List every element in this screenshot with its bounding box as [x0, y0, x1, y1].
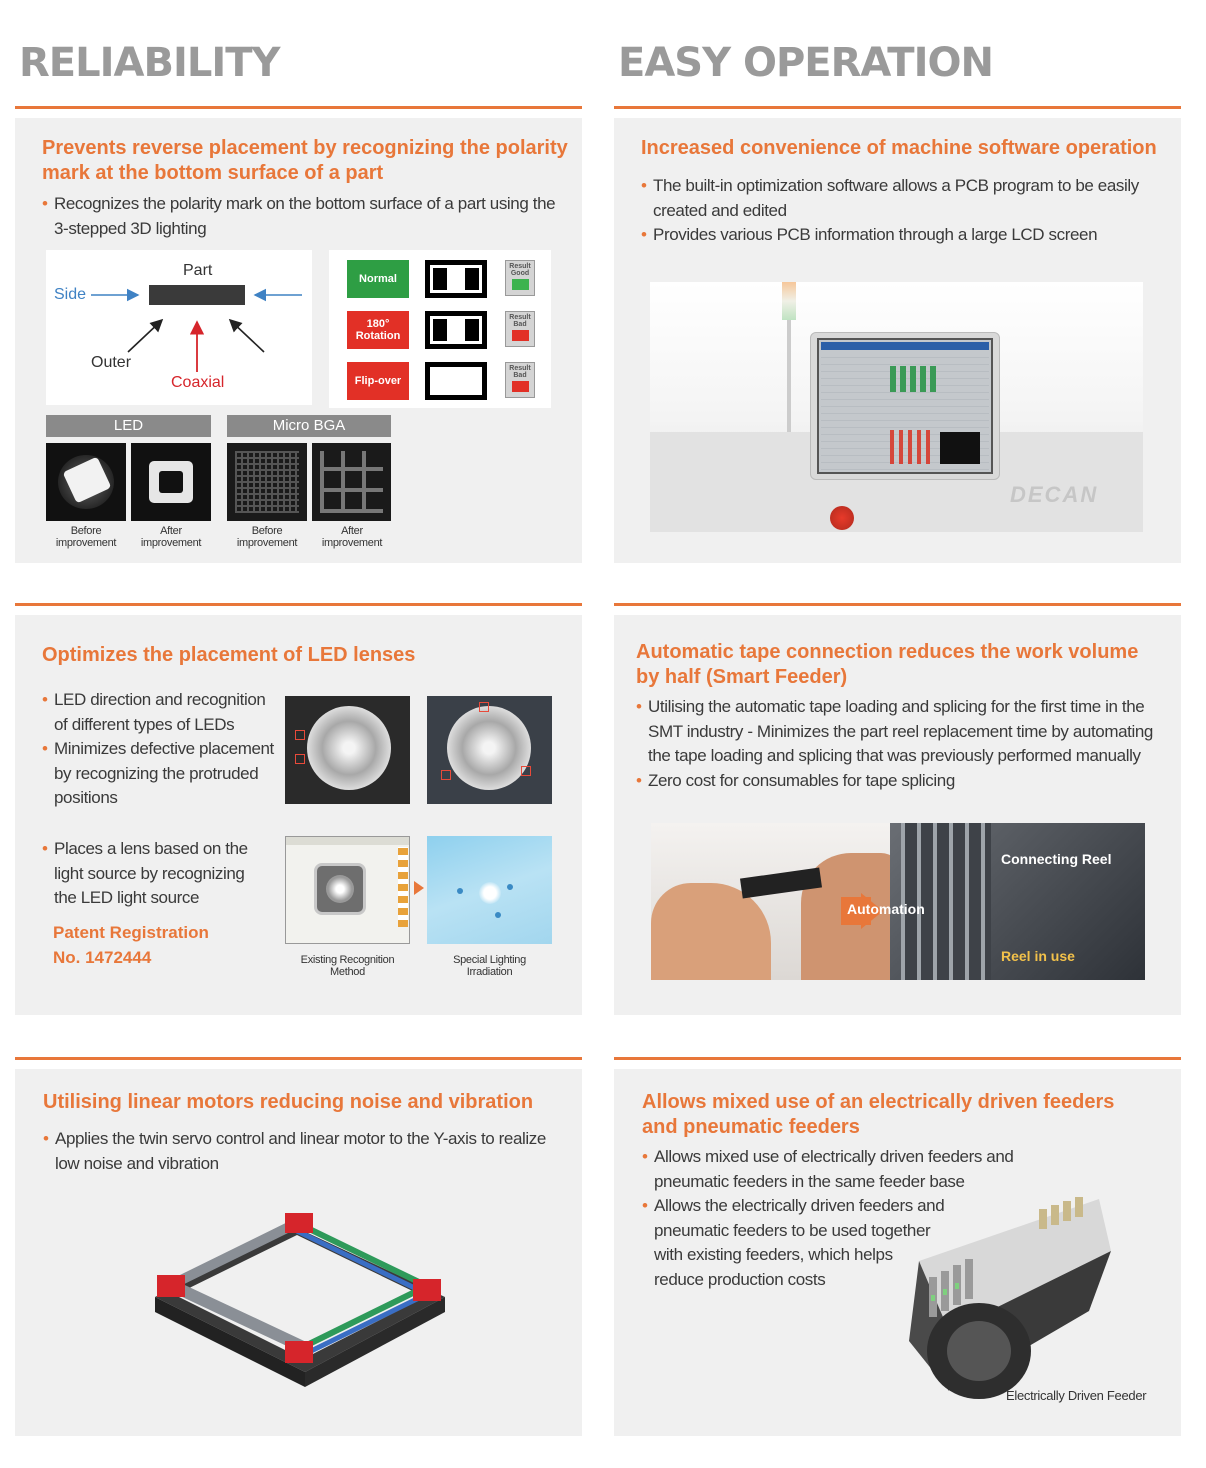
reliability-title: RELIABILITY	[19, 40, 280, 86]
connecting-reel-label: Connecting Reel	[1001, 851, 1112, 867]
bga-before-image	[227, 443, 307, 521]
feeders-heading: Allows mixed use of an electrically driven feeders and pneumatic feeders	[642, 1091, 1115, 1138]
divider	[15, 1057, 582, 1060]
feeders-panel	[614, 1069, 1181, 1436]
list-item: • LED direction and recognition of different types of LEDs	[42, 688, 292, 737]
lens-bullets-bottom	[42, 837, 292, 911]
patent-registration: Patent Registration No. 1472444	[53, 923, 209, 967]
flipover-tag: Flip-over	[347, 362, 409, 400]
part-label: Part	[183, 262, 213, 279]
caption-led-before: Before improvement	[55, 525, 117, 549]
list-item: • Provides various PCB information through a large LCD screen	[641, 223, 1176, 248]
tape-bullets	[636, 695, 1181, 793]
caption-existing: Existing Recognition Method	[300, 954, 395, 978]
divider	[614, 106, 1181, 109]
arrow-icon	[414, 881, 424, 895]
result-label: Result Bad	[509, 314, 531, 328]
tape-panel	[614, 615, 1181, 1015]
bga-after-image	[312, 443, 391, 521]
tape-image	[651, 823, 1145, 980]
list-item: • Minimizes defective placement by recognizing the protruded positions	[42, 737, 292, 811]
motor-heading: Utilising linear motors reducing noise and vibration	[43, 1091, 534, 1113]
chip-rotated	[425, 311, 487, 349]
caption-special: Special Lighting Irradiation	[453, 954, 526, 978]
special-lighting-image	[427, 836, 552, 944]
feeder-image	[889, 1191, 1119, 1409]
outer-label: Outer	[91, 354, 132, 371]
lens-panel	[15, 615, 582, 1015]
list-item: • Zero cost for consumables for tape splicing	[636, 769, 1181, 794]
caption-bga-after: After improvement	[321, 525, 383, 549]
lens-image-1	[285, 696, 410, 804]
result-bad	[505, 311, 535, 347]
caption-bga-before: Before improvement	[236, 525, 298, 549]
polarity-bullets	[42, 192, 582, 241]
tape-heading: Automatic tape connection reduces the work volume by half (Smart Feeder)	[636, 641, 1139, 688]
list-item: • Applies the twin servo control and linear motor to the Y-axis to realize low noise and vibration	[43, 1127, 578, 1176]
software-heading: Increased convenience of machine software operation	[641, 137, 1157, 159]
side-label: Side	[54, 286, 87, 303]
list-item: • Allows mixed use of electrically driven feeders and pneumatic feeders in the same feeder base	[642, 1145, 1042, 1194]
motor-bullets	[43, 1127, 578, 1176]
chip-normal	[425, 260, 487, 298]
easy-operation-title: EASY OPERATION	[618, 40, 993, 86]
existing-recognition-image	[285, 836, 410, 944]
divider	[15, 106, 582, 109]
caption-led-after: After improvement	[140, 525, 202, 549]
lens-image-2	[427, 696, 552, 804]
result-good	[505, 260, 535, 296]
polarity-panel	[15, 118, 582, 563]
lens-heading: Optimizes the placement of LED lenses	[42, 644, 416, 666]
divider	[15, 603, 582, 606]
software-panel	[614, 118, 1181, 563]
micro-bga-label: Micro BGA	[227, 415, 391, 437]
gantry-image	[135, 1187, 465, 1397]
motor-panel	[15, 1069, 582, 1436]
result-label: Result Bad	[509, 365, 531, 379]
chip-flipped	[425, 362, 487, 400]
list-item: • Places a lens based on the light source by recognizing the LED light source	[42, 837, 292, 911]
led-before-image	[46, 443, 126, 521]
result-grid	[329, 250, 551, 408]
lens-bullets-top	[42, 688, 292, 811]
coaxial-label: Coaxial	[171, 374, 225, 391]
result-bad	[505, 362, 535, 398]
list-item: • Allows the electrically driven feeders and pneumatic feeders to be used together with existing feeders, which helps reduce production costs	[642, 1194, 1042, 1292]
rotation-tag: 180° Rotation	[347, 311, 409, 349]
divider	[614, 1057, 1181, 1060]
normal-tag: Normal	[347, 260, 409, 298]
list-item: • The built-in optimization software allows a PCB program to be easily created and edited	[641, 174, 1176, 223]
polarity-heading: Prevents reverse placement by recognizing the polarity mark at the bottom surface of a part	[42, 137, 568, 184]
led-label: LED	[46, 415, 211, 437]
feeder-caption: Electrically Driven Feeder	[1006, 1388, 1147, 1403]
list-item: • Recognizes the polarity mark on the bottom surface of a part using the 3-stepped 3D lighting	[42, 192, 582, 241]
automation-label: Automation	[847, 901, 925, 917]
result-label: Result Good	[509, 263, 531, 277]
machine-image	[650, 282, 1143, 532]
lighting-diagram	[46, 250, 312, 405]
led-after-image	[131, 443, 211, 521]
divider	[614, 603, 1181, 606]
software-bullets	[641, 174, 1176, 248]
brand-logo: DECAN	[1010, 482, 1099, 507]
reel-in-use-label: Reel in use	[1001, 948, 1075, 964]
list-item: • Utilising the automatic tape loading and splicing for the first time in the SMT industry - Minimizes the part reel replacement time by automating the tape loading and splicing that was previously performed manually	[636, 695, 1181, 769]
